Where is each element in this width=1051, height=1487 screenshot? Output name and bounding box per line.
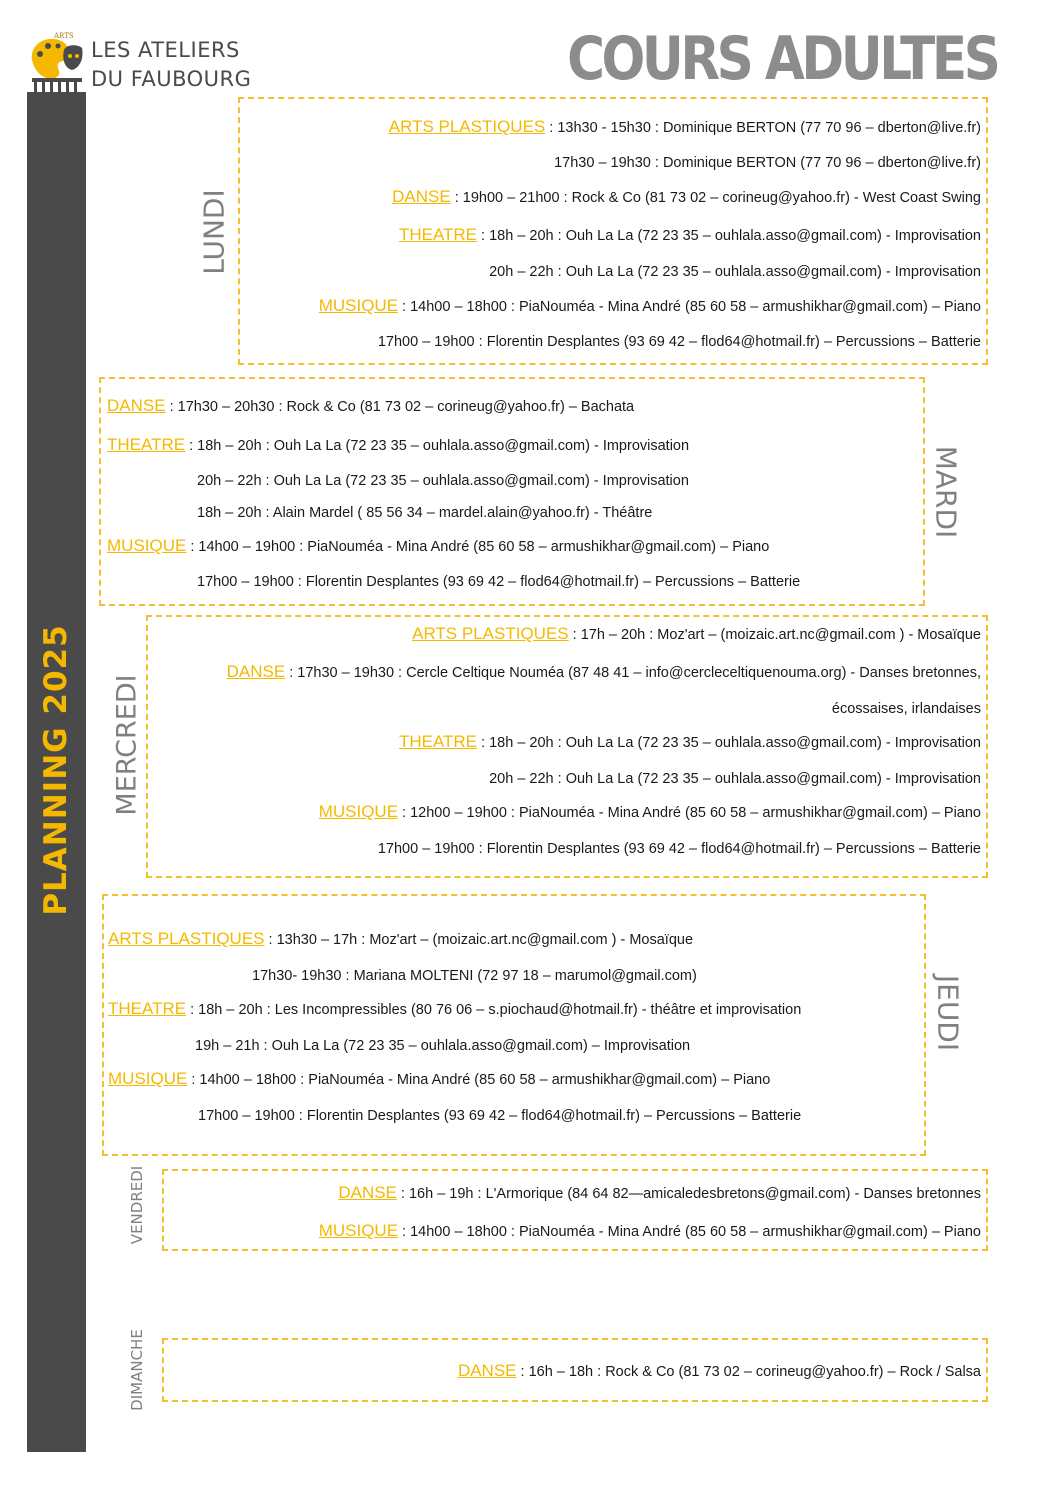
lundi-line-5: MUSIQUE : 14h00 – 18h00 : PiaNouméa - Mina André (85 60 58 – armushikhar@gmail.com) – Piano (318, 296, 981, 315)
mercredi-line-1: DANSE : 17h30 – 19h30 : Cercle Celtique Nouméa (87 48 41 – info@cercleceltiquenouma.org) - Danses bretonnes, (226, 662, 981, 681)
mercredi-line-3: THEATRE : 18h – 20h : Ouh La La (72 23 35 – ouhlala.asso@gmail.com) - Improvisation (398, 732, 981, 751)
category-label: DANSE (457, 1361, 517, 1380)
mardi-line-0: DANSE : 17h30 – 20h30 : Rock & Co (81 73 02 – corineug@yahoo.fr) – Bachata (107, 396, 635, 415)
category-label: THEATRE (108, 999, 187, 1018)
category-label: THEATRE (107, 435, 186, 454)
category-label: DANSE (226, 662, 286, 681)
planning-title: PLANNING 2025 (38, 624, 74, 916)
lundi-line-0: ARTS PLASTIQUES : 13h30 - 15h30 : Dominique BERTON (77 70 96 – dberton@live.fr) (388, 117, 981, 136)
category-label: ARTS PLASTIQUES (412, 624, 569, 643)
logo-line-1: LES ATELIERS (91, 38, 240, 62)
mercredi-line-4: 20h – 22h : Ouh La La (72 23 35 – ouhlala.asso@gmail.com) - Improvisation (489, 771, 981, 787)
lundi-line-4: 20h – 22h : Ouh La La (72 23 35 – ouhlala.asso@gmail.com) - Improvisation (489, 264, 981, 280)
mardi-line-2: 20h – 22h : Ouh La La (72 23 35 – ouhlala.asso@gmail.com) - Improvisation (197, 473, 689, 489)
mercredi-line-0: ARTS PLASTIQUES : 17h – 20h : Moz'art – (moizaic.art.nc@gmail.com ) - Mosaïque (412, 624, 981, 643)
category-label: DANSE (392, 187, 451, 206)
mardi-line-4: MUSIQUE : 14h00 – 19h00 : PiaNouméa - Mina André (85 60 58 – armushikhar@gmail.com) – Piano (107, 536, 770, 555)
vendredi-line-1: MUSIQUE : 14h00 – 18h00 : PiaNouméa - Mina André (85 60 58 – armushikhar@gmail.com) – Piano (318, 1221, 981, 1240)
mardi-line-5: 17h00 – 19h00 : Florentin Desplantes (93 69 42 – flod64@hotmail.fr) – Percussions – Batterie (197, 574, 801, 590)
jeudi-line-3: 19h – 21h : Ouh La La (72 23 35 – ouhlala.asso@gmail.com) – Improvisation (195, 1038, 691, 1054)
lundi-line-1: 17h30 – 19h30 : Dominique BERTON (77 70 96 – dberton@live.fr) (554, 155, 981, 171)
mercredi-line-5: MUSIQUE : 12h00 – 19h00 : PiaNouméa - Mina André (85 60 58 – armushikhar@gmail.com) – Piano (318, 802, 981, 821)
category-label: THEATRE (398, 732, 478, 751)
day-label-mardi: MARDI (929, 445, 963, 539)
category-label: ARTS PLASTIQUES (108, 929, 265, 948)
category-label: MUSIQUE (107, 536, 187, 555)
day-label-dimanche: DIMANCHE (128, 1329, 146, 1411)
vendredi-line-0: DANSE : 16h – 19h : L'Armorique (84 64 82—amicaledesbretons@gmail.com) - Danses bretonnes (338, 1183, 981, 1202)
lundi-line-6: 17h00 – 19h00 : Florentin Desplantes (93 69 42 – flod64@hotmail.fr) – Percussions – Batterie (377, 334, 981, 350)
jeudi-line-0: ARTS PLASTIQUES : 13h30 – 17h : Moz'art – (moizaic.art.nc@gmail.com ) - Mosaïque (108, 929, 694, 948)
category-label: DANSE (107, 396, 166, 415)
dimanche-line-0: DANSE : 16h – 18h : Rock & Co (81 73 02 – corineug@yahoo.fr) – Rock / Salsa (457, 1361, 981, 1380)
lundi-line-2: DANSE : 19h00 – 21h00 : Rock & Co (81 73 02 – corineug@yahoo.fr) - West Coast Swing (392, 187, 981, 206)
category-label: MUSIQUE (318, 1221, 399, 1240)
mercredi-line-6: 17h00 – 19h00 : Florentin Desplantes (93 69 42 – flod64@hotmail.fr) – Percussions – Batterie (377, 841, 981, 857)
logo-icon-text: ARTS (54, 32, 74, 40)
category-label: MUSIQUE (318, 296, 399, 315)
jeudi-line-1: 17h30- 19h30 : Mariana MOLTENI (72 97 18 – marumol@gmail.com) (252, 968, 697, 984)
mardi-line-1: THEATRE : 18h – 20h : Ouh La La (72 23 35 – ouhlala.asso@gmail.com) - Improvisation (107, 435, 690, 454)
day-label-jeudi: JEUDI (931, 974, 965, 1052)
category-label: THEATRE (398, 225, 478, 244)
logo-line-2: DU FAUBOURG (91, 67, 252, 91)
mercredi-line-2: écossaises, irlandaises (831, 701, 981, 717)
logo-icon (26, 32, 88, 94)
category-label: ARTS PLASTIQUES (388, 117, 546, 136)
mardi-line-3: 18h – 20h : Alain Mardel ( 85 56 34 – mardel.alain@yahoo.fr) - Théâtre (197, 505, 653, 521)
day-label-lundi: LUNDI (197, 189, 231, 275)
category-label: MUSIQUE (108, 1069, 188, 1088)
logo-text (91, 36, 251, 94)
jeudi-line-5: 17h00 – 19h00 : Florentin Desplantes (93 69 42 – flod64@hotmail.fr) – Percussions – Batterie (198, 1108, 802, 1124)
day-label-vendredi: VENDREDI (128, 1165, 146, 1245)
lundi-line-3: THEATRE : 18h – 20h : Ouh La La (72 23 35 – ouhlala.asso@gmail.com) - Improvisation (398, 225, 981, 244)
day-label-mercredi: MERCREDI (111, 674, 143, 816)
page-title: COURS ADULTES (566, 24, 997, 94)
jeudi-line-4: MUSIQUE : 14h00 – 18h00 : PiaNouméa - Mina André (85 60 58 – armushikhar@gmail.com) – Piano (108, 1069, 771, 1088)
category-label: DANSE (338, 1183, 397, 1202)
jeudi-line-2: THEATRE : 18h – 20h : Les Incompressibles (80 76 06 – s.piochaud@hotmail.fr) - théâtre et improvisation (108, 999, 802, 1018)
category-label: MUSIQUE (318, 802, 399, 821)
